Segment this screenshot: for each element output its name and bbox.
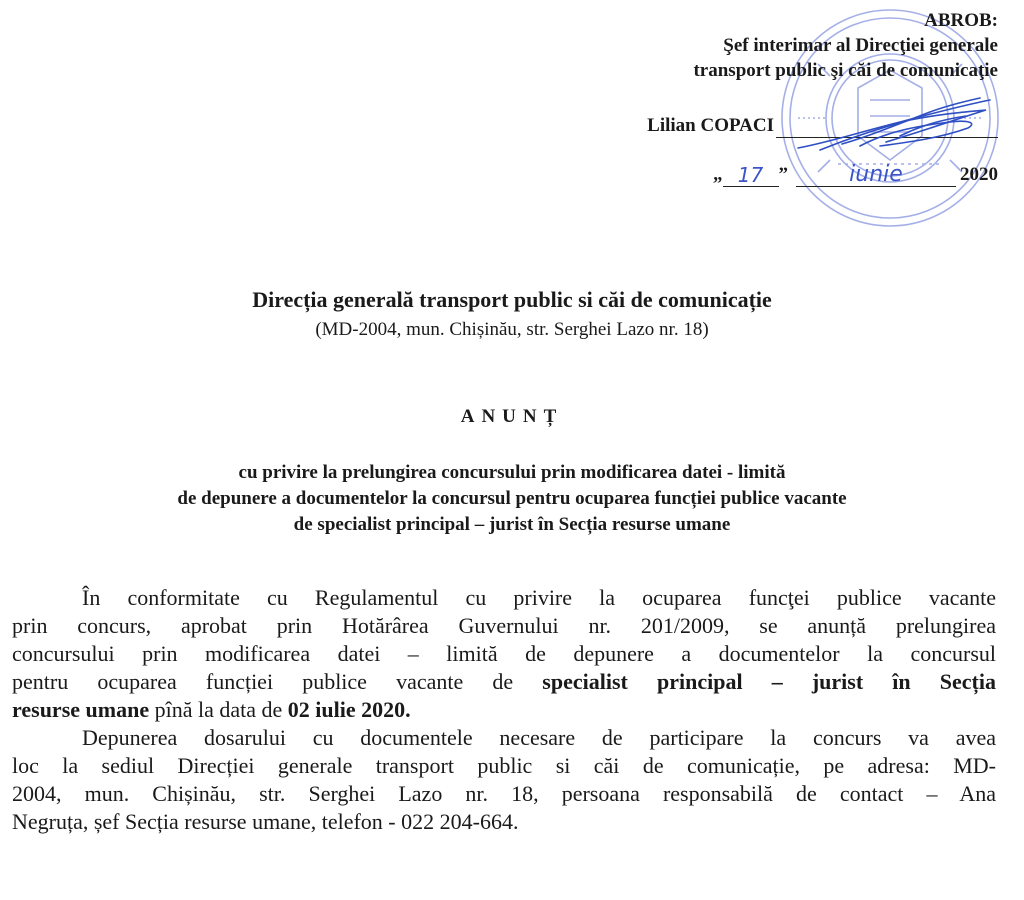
announcement-title: ANUNȚ bbox=[460, 406, 564, 427]
body-p1-line5 bbox=[12, 696, 996, 724]
date-month: iunie bbox=[796, 164, 956, 187]
deadline-date-bold: 02 iulie 2020. bbox=[287, 697, 411, 722]
body-p2-line3: 2004, mun. Chișinău, str. Serghei Lazo nr. 18, persoana responsabilă de contact – Ana bbox=[12, 781, 996, 806]
department-bold: resurse umane bbox=[12, 697, 150, 722]
date-day: 17 bbox=[723, 164, 779, 187]
position-title-bold: specialist principal – jurist în Secția bbox=[542, 669, 996, 694]
subject-line-2: de depunere a documentelor la concursul pentru ocuparea funcției publice vacante bbox=[177, 488, 847, 509]
body-p1-line5-text: pînă la data de bbox=[149, 697, 288, 722]
approval-heading: ABROB: bbox=[924, 10, 998, 31]
institution-address: (MD-2004, mun. Chișinău, str. Serghei Lazo nr. 18) bbox=[315, 319, 709, 340]
subject-line-3: de specialist principal – jurist în Secția resurse umane bbox=[293, 514, 731, 535]
body-p2-line2: loc la sediul Direcției generale transport public si căi de comunicație, pe adresa: MD- bbox=[12, 753, 996, 778]
signatory-name: Lilian COPACI bbox=[647, 115, 774, 136]
announcement-subject bbox=[0, 460, 1024, 538]
approval-date-row bbox=[578, 162, 998, 187]
date-year: 2020 bbox=[960, 164, 998, 185]
body-p2-line4: Negruța, șef Secția resurse umane, telefon - 022 204-664. bbox=[12, 809, 519, 834]
body-p2-line1: Depunerea dosarului cu documentele necesare de participare la concurs va avea bbox=[82, 725, 996, 750]
body-p1-line4-text: pentru ocuparea funcției publice vacante de bbox=[12, 669, 543, 694]
body-p1-line4 bbox=[12, 668, 996, 696]
approval-position-line1: Şef interimar al Direcţiei generale bbox=[723, 35, 998, 56]
institution-title: Direcția generală transport public si căi de comunicație bbox=[252, 287, 772, 312]
announcement-body bbox=[12, 584, 996, 836]
subject-line-1: cu privire la prelungirea concursului prin modificarea datei - limită bbox=[238, 462, 786, 483]
body-p1-line1: În conformitate cu Regulamentul cu privire la ocuparea funcţei publice vacante bbox=[82, 585, 996, 610]
body-p1-line2: prin concurs, aprobat prin Hotărârea Guvernului nr. 201/2009, se anunță prelungirea bbox=[12, 613, 996, 638]
handwritten-signature bbox=[790, 92, 1000, 162]
date-close-quote: ” bbox=[778, 164, 788, 185]
body-p1-line3: concursului prin modificarea datei – limită de depunere a documentelor la concursul bbox=[12, 641, 996, 666]
date-open-quote: „ bbox=[713, 164, 723, 185]
approval-position-line2: transport public şi căi de comunicaţie bbox=[693, 60, 998, 81]
